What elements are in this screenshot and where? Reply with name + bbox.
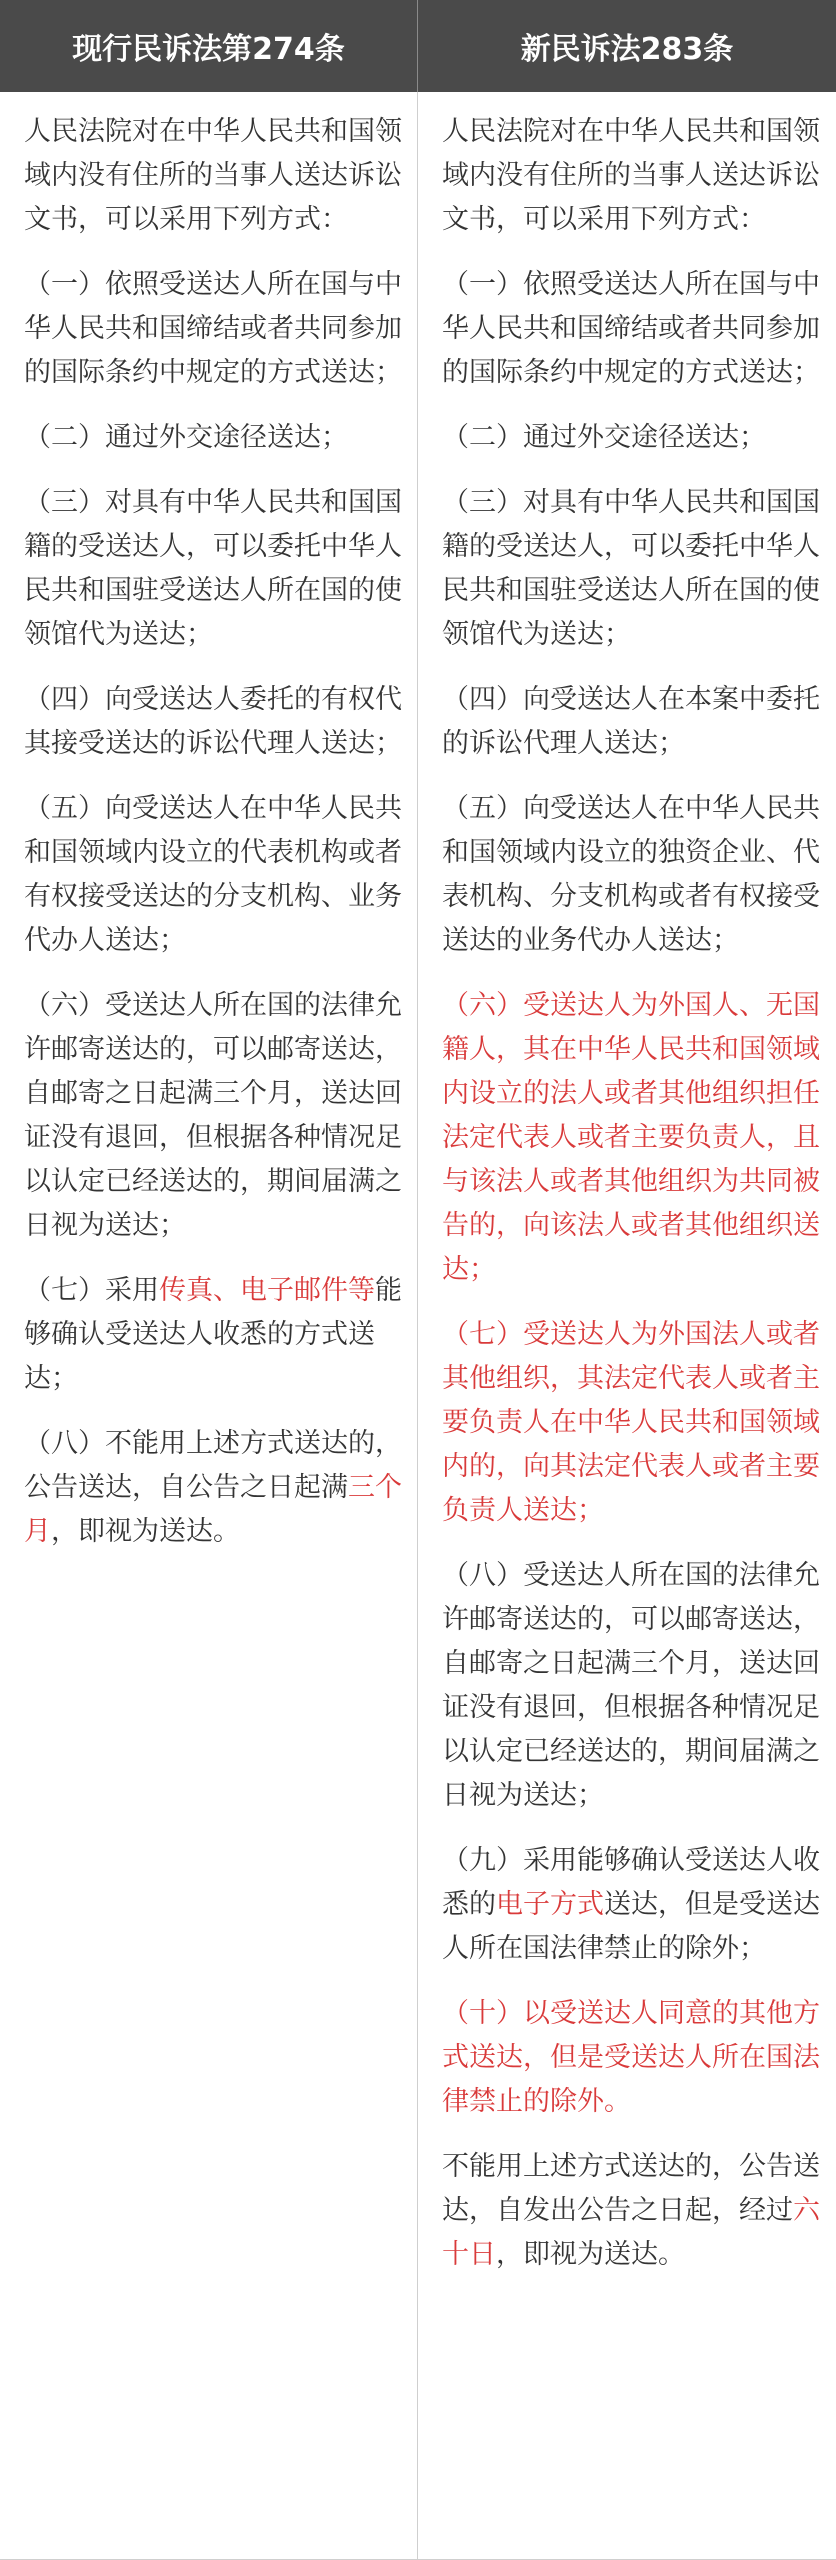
clause-text: 送达，但是受送达人所在国法律禁止的除外；	[442, 1889, 820, 1964]
clause-text: （七）采用	[24, 1275, 159, 1306]
clause-text: ，即视为送达。	[51, 1516, 240, 1547]
clause-text: （八）不能用上述方式送达的，公告送达，自公告之日起满	[24, 1428, 402, 1503]
clause-text: （三）对具有中华人民共和国国籍的受送达人，可以委托中华人民共和国驻受送达人所在国的使领馆代为送达；	[442, 487, 820, 650]
clause-paragraph	[442, 481, 826, 657]
clause-paragraph	[442, 416, 826, 460]
clause-paragraph	[24, 678, 407, 766]
clause-paragraph	[24, 1422, 407, 1554]
header-current-law: 现行民诉法第274条	[0, 0, 418, 92]
current-law-column	[0, 92, 418, 2560]
clause-paragraph	[442, 787, 826, 963]
clause-text: （八）受送达人所在国的法律允许邮寄送达的，可以邮寄送达，自邮寄之日起满三个月，送达回证没有退回，但根据各种情况足以认定已经送达的，期间届满之日视为送达；	[442, 1560, 820, 1811]
clause-text: 人民法院对在中华人民共和国领域内没有住所的当事人送达诉讼文书，可以采用下列方式：	[24, 116, 402, 235]
clause-text: （四）向受送达人委托的有权代其接受送达的诉讼代理人送达；	[24, 684, 402, 759]
clause-text: （三）对具有中华人民共和国国籍的受送达人，可以委托中华人民共和国驻受送达人所在国的使领馆代为送达；	[24, 487, 402, 650]
highlighted-text: 六十日	[442, 2195, 820, 2270]
clause-text: （九）采用能够确认受送达人收悉的	[442, 1845, 820, 1920]
clause-text: 人民法院对在中华人民共和国领域内没有住所的当事人送达诉讼文书，可以采用下列方式：	[442, 116, 820, 235]
clause-paragraph	[24, 1269, 407, 1401]
clause-paragraph	[24, 263, 407, 395]
clause-paragraph	[442, 1313, 826, 1533]
clause-text: （六）受送达人所在国的法律允许邮寄送达的，可以邮寄送达，自邮寄之日起满三个月，送达回证没有退回，但根据各种情况足以认定已经送达的，期间届满之日视为送达；	[24, 990, 402, 1241]
clause-paragraph	[442, 110, 826, 242]
highlighted-text: 三个月	[24, 1472, 402, 1547]
clause-paragraph	[24, 787, 407, 963]
clause-text: （四）向受送达人在本案中委托的诉讼代理人送达；	[442, 684, 820, 759]
highlighted-text: （六）受送达人为外国人、无国籍人，其在中华人民共和国领域内设立的法人或者其他组织担任法定代表人或者主要负责人，且与该法人或者其他组织为共同被告的，向该法人或者其他组织送达；	[442, 990, 820, 1285]
clause-paragraph	[24, 110, 407, 242]
clause-paragraph	[442, 1992, 826, 2124]
clause-text: （一）依照受送达人所在国与中华人民共和国缔结或者共同参加的国际条约中规定的方式送达；	[442, 269, 820, 388]
clause-paragraph	[442, 1554, 826, 1818]
clause-text: （五）向受送达人在中华人民共和国领域内设立的代表机构或者有权接受送达的分支机构、业务代办人送达；	[24, 793, 402, 956]
clause-paragraph	[442, 2145, 826, 2277]
highlighted-text: （十）以受送达人同意的其他方式送达，但是受送达人所在国法律禁止的除外。	[442, 1998, 820, 2117]
clause-paragraph	[442, 263, 826, 395]
clause-paragraph	[442, 984, 826, 1292]
clause-paragraph	[24, 481, 407, 657]
clause-text: （一）依照受送达人所在国与中华人民共和国缔结或者共同参加的国际条约中规定的方式送达；	[24, 269, 402, 388]
clause-text: 能够确认受送达人收悉的方式送达；	[24, 1275, 402, 1394]
clause-text: （二）通过外交途径送达；	[24, 422, 348, 453]
clause-text: 不能用上述方式送达的，公告送达，自发出公告之日起，经过	[442, 2151, 820, 2226]
clause-paragraph	[442, 678, 826, 766]
clause-text: （二）通过外交途径送达；	[442, 422, 766, 453]
highlighted-text: 电子方式	[496, 1889, 604, 1920]
highlighted-text: （七）受送达人为外国法人或者其他组织，其法定代表人或者主要负责人在中华人民共和国领域内的，向其法定代表人或者主要负责人送达；	[442, 1319, 820, 1526]
header-new-law: 新民诉法283条	[418, 0, 836, 92]
clause-text: （五）向受送达人在中华人民共和国领域内设立的独资企业、代表机构、分支机构或者有权接受送达的业务代办人送达；	[442, 793, 820, 956]
clause-paragraph	[24, 984, 407, 1248]
clause-paragraph	[442, 1839, 826, 1971]
new-law-column	[418, 92, 836, 2560]
clause-text: ，即视为送达。	[496, 2239, 685, 2270]
highlighted-text: 传真、电子邮件等	[159, 1275, 375, 1306]
clause-paragraph	[24, 416, 407, 460]
